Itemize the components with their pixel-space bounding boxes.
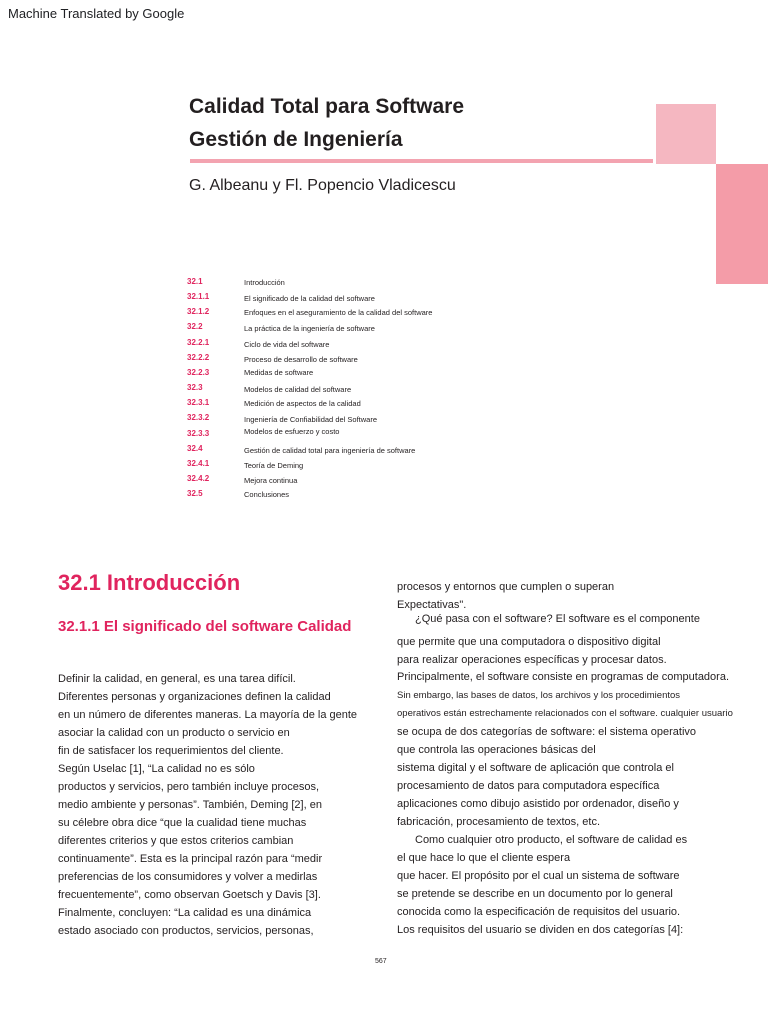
toc-entry-number: 32.3.3 — [187, 429, 210, 438]
text-line: Los requisitos del usuario se dividen en dos categorías [4]: — [397, 924, 684, 936]
toc-entry-title: Modelos de esfuerzo y costo — [244, 427, 340, 436]
toc-entry-title: La práctica de la ingeniería de software — [244, 324, 375, 333]
toc-entry-title: Mejora continua — [244, 476, 298, 485]
subsection-heading: 32.1.1 El significado del software Calidad — [58, 618, 352, 635]
decorative-square-light — [656, 104, 716, 164]
toc-entry — [187, 353, 587, 365]
toc-entry-number: 32.1 — [187, 277, 203, 286]
text-line: sistema digital y el software de aplicación que controla el — [397, 762, 674, 774]
text-line: el que hace lo que el cliente espera — [397, 852, 571, 864]
toc-entry — [187, 429, 587, 441]
decorative-block-dark — [716, 164, 768, 284]
toc-entry — [187, 489, 587, 501]
toc-entry — [187, 277, 587, 289]
text-line: procesos y entornos que cumplen o superan — [397, 581, 615, 593]
toc-entry-number: 32.1.1 — [187, 292, 210, 301]
text-line: que controla las operaciones básicas del — [397, 744, 596, 756]
text-line: continuamente”. Esta es la principal razón para “medir — [58, 853, 323, 865]
toc-entry — [187, 322, 587, 334]
toc-entry-title: Proceso de desarrollo de software — [244, 355, 358, 364]
toc-entry-title: El significado de la calidad del software — [244, 294, 375, 303]
toc-entry — [187, 413, 587, 425]
toc-entry-number: 32.4.1 — [187, 459, 210, 468]
text-line: Finalmente, concluyen: “La calidad es una dinámica — [58, 907, 312, 919]
chapter-title-line2: Gestión de Ingeniería — [189, 128, 403, 151]
toc-entry-number: 32.2 — [187, 322, 203, 331]
text-line: frecuentemente”, como observan Goetsch y Davis [3]. — [58, 889, 321, 901]
text-line: estado asociado con productos, servicios, personas, — [58, 925, 314, 937]
toc-entry — [187, 368, 587, 380]
toc-entry-number: 32.3.2 — [187, 413, 210, 422]
text-line: operativos están estrechamente relacionados con el software. cualquier usuario — [397, 708, 733, 719]
toc-entry — [187, 338, 587, 350]
toc-entry-number: 32.3.1 — [187, 398, 210, 407]
translation-banner: Machine Translated by Google — [8, 6, 185, 21]
toc-entry — [187, 444, 587, 456]
text-line: Principalmente, el software consiste en programas de computadora. — [397, 671, 730, 683]
text-line: que hacer. El propósito por el cual un sistema de software — [397, 870, 680, 882]
text-line: conocida como la especificación de requisitos del usuario. — [397, 906, 681, 918]
toc-entry-number: 32.4.2 — [187, 474, 210, 483]
text-line: Diferentes personas y organizaciones definen la calidad — [58, 691, 331, 703]
authors: G. Albeanu y Fl. Popencio Vladicescu — [189, 177, 456, 194]
section-heading: 32.1 Introducción — [58, 570, 241, 595]
text-line: en un número de diferentes maneras. La mayoría de la gente — [58, 709, 358, 721]
text-line: su célebre obra dice “que la cualidad tiene muchas — [58, 817, 307, 829]
toc-entry-title: Medición de aspectos de la calidad — [244, 399, 361, 408]
text-line: procesamiento de datos para computadora específica — [397, 780, 660, 792]
text-line: diferentes criterios y que estos criterios cambian — [58, 835, 294, 847]
toc-entry-title: Teoría de Deming — [244, 461, 304, 470]
toc-entry-title: Enfoques en el aseguramiento de la calidad del software — [244, 308, 433, 317]
toc-entry — [187, 383, 587, 395]
text-line: productos y servicios, pero también incluye procesos, — [58, 781, 320, 793]
toc-entry-title: Medidas de software — [244, 368, 314, 377]
text-line: que permite que una computadora o dispositivo digital — [397, 636, 661, 648]
toc-entry-title: Conclusiones — [244, 490, 290, 499]
text-line: Como cualquier otro producto, el software de calidad es — [415, 834, 688, 846]
text-line: se pretende se describe en un documento por lo general — [397, 888, 673, 900]
toc-entry-number: 32.1.2 — [187, 307, 210, 316]
toc-entry-number: 32.5 — [187, 489, 203, 498]
page-number: 567 — [375, 958, 387, 965]
toc-entry-number: 32.4 — [187, 444, 203, 453]
text-line: preferencias de los consumidores y volver a medirlas — [58, 871, 318, 883]
text-line: fin de satisfacer los requerimientos del cliente. — [58, 745, 284, 757]
text-line: Definir la calidad, en general, es una tarea difícil. — [58, 673, 296, 685]
toc-entry — [187, 474, 587, 486]
text-line: ¿Qué pasa con el software? El software es el componente — [415, 613, 700, 625]
text-line: para realizar operaciones específicas y procesar datos. — [397, 654, 667, 666]
toc-entry-title: Ingeniería de Confiabilidad del Software — [244, 415, 378, 424]
toc-entry — [187, 292, 587, 304]
text-line: Según Uselac [1], “La calidad no es sólo — [58, 763, 255, 775]
chapter-title-line1: Calidad Total para Software — [189, 95, 464, 118]
text-line: asociar la calidad con un producto o servicio en — [58, 727, 290, 739]
text-line: fabricación, procesamiento de textos, etc. — [397, 816, 600, 828]
toc-entry-title: Introducción — [244, 278, 285, 287]
toc-entry-number: 32.2.3 — [187, 368, 210, 377]
toc-entry-number: 32.3 — [187, 383, 203, 392]
text-line: medio ambiente y personas”. También, Deming [2], en — [58, 799, 322, 811]
text-line: se ocupa de dos categorías de software: el sistema operativo — [397, 726, 697, 738]
toc-entry-title: Ciclo de vida del software — [244, 340, 330, 349]
toc-entry — [187, 307, 587, 319]
toc-entry-title: Gestión de calidad total para ingeniería de software — [244, 446, 416, 455]
table-of-contents — [187, 0, 587, 500]
text-line: aplicaciones como dibujo asistido por ordenador, diseño y — [397, 798, 679, 810]
toc-entry-title: Modelos de calidad del software — [244, 385, 352, 394]
text-line: Expectativas". — [397, 599, 467, 611]
toc-entry-number: 32.2.2 — [187, 353, 210, 362]
toc-entry — [187, 459, 587, 471]
text-line: Sin embargo, las bases de datos, los archivos y los procedimientos — [397, 690, 681, 701]
toc-entry-number: 32.2.1 — [187, 338, 210, 347]
toc-entry — [187, 398, 587, 410]
